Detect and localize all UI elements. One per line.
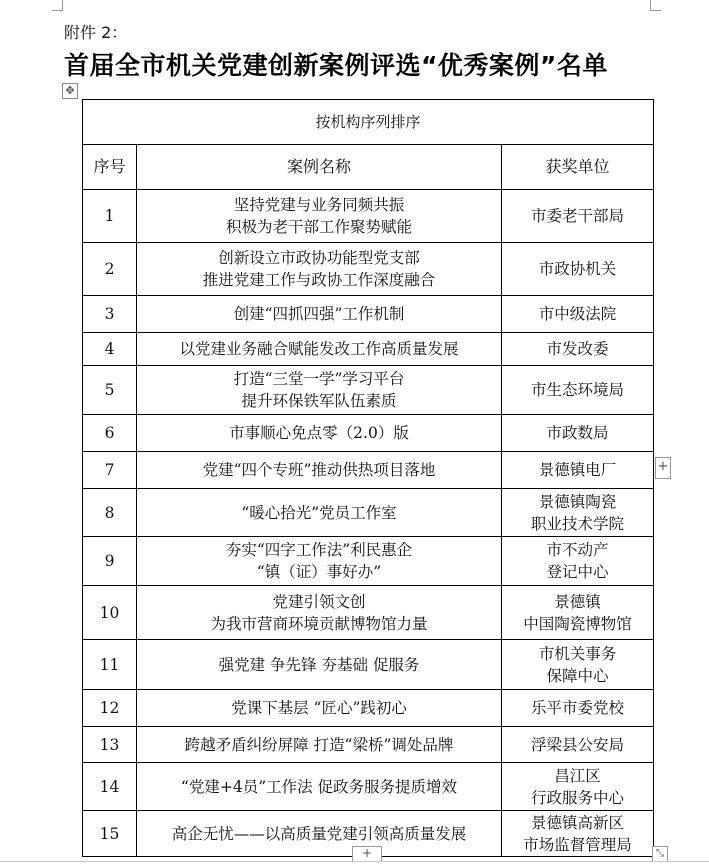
award-unit-cell (502, 452, 654, 489)
award-unit-line: 行政服务中心 (531, 788, 625, 807)
row-number: 9 (83, 537, 137, 586)
award-unit-cell (502, 243, 654, 296)
case-name-cell (137, 243, 502, 296)
page-bottom-edge (0, 861, 709, 862)
case-name-line: 党建“四个专班”推动供热项目落地 (202, 461, 436, 479)
award-unit-cell (502, 811, 654, 857)
row-number: 4 (83, 333, 137, 366)
column-header-name: 案例名称 (137, 145, 502, 190)
add-row-button[interactable] (352, 846, 382, 862)
award-unit-line: 景德镇高新区 (531, 813, 625, 832)
case-name-line: 积极为老干部工作聚势赋能 (225, 218, 412, 236)
award-unit-line: 市委老干部局 (531, 207, 625, 225)
award-unit-cell (502, 333, 654, 366)
case-name-line: “暖心拾光”党员工作室 (241, 503, 397, 522)
table-row (83, 366, 654, 415)
plus-icon: + (361, 846, 373, 860)
award-unit-cell (502, 763, 654, 811)
award-unit-line: 市中级法院 (538, 305, 617, 323)
case-name-line: 提升环保铁军队伍素质 (241, 392, 397, 410)
table-row (83, 763, 654, 811)
award-unit-line: 浮梁县公安局 (531, 735, 625, 754)
case-name-cell (137, 763, 502, 811)
case-name-line: 党建引领文创 (272, 592, 366, 611)
case-name-line: 创建“四抓四强”工作机制 (233, 305, 405, 323)
award-unit-line: 登记中心 (546, 563, 609, 581)
case-name-cell (137, 366, 502, 415)
case-name-line: 跨越矛盾纠纷屏障 打造“梁桥”调处品牌 (184, 735, 454, 754)
award-table (82, 99, 654, 857)
award-unit-line: 市不动产 (546, 541, 609, 559)
award-unit-line: 市机关事务 (538, 644, 617, 663)
award-unit-line: 景德镇电厂 (538, 461, 617, 479)
award-unit-line: 保障中心 (546, 666, 609, 685)
row-number: 1 (83, 190, 137, 243)
table-header-row (83, 145, 654, 190)
award-unit-cell (502, 366, 654, 415)
column-header-no: 序号 (83, 145, 137, 190)
table-move-handle[interactable] (62, 83, 78, 99)
page-corner-mark-left (52, 0, 63, 11)
award-unit-line: 职业技术学院 (531, 514, 625, 533)
table-row (83, 727, 654, 763)
case-name-cell (137, 640, 502, 690)
case-name-cell (137, 190, 502, 243)
table-row (83, 489, 654, 537)
page-corner-mark-right (650, 0, 661, 11)
row-number: 6 (83, 415, 137, 452)
table-row (83, 537, 654, 586)
add-column-button[interactable] (655, 457, 671, 479)
row-number: 12 (83, 690, 137, 727)
row-number: 3 (83, 296, 137, 333)
award-unit-cell (502, 727, 654, 763)
table-row (83, 452, 654, 489)
award-unit-line: 昌江区 (554, 766, 601, 785)
row-number: 11 (83, 640, 137, 690)
table-note-row (83, 100, 654, 145)
award-unit-cell (502, 537, 654, 586)
case-name-cell (137, 811, 502, 857)
award-unit-line: 中国陶瓷博物馆 (523, 614, 632, 633)
table-row (83, 415, 654, 452)
case-name-cell (137, 452, 502, 489)
case-name-cell (137, 296, 502, 333)
table-row (83, 333, 654, 366)
award-unit-cell (502, 586, 654, 640)
case-name-line: 党课下基层 “匠心”践初心 (231, 699, 407, 717)
row-number: 14 (83, 763, 137, 811)
case-name-line: 创新设立市政协功能型党支部 (218, 249, 420, 267)
award-unit-cell (502, 690, 654, 727)
case-name-cell (137, 727, 502, 763)
table-resize-handle[interactable] (652, 846, 668, 862)
move-handle-icon: ✥ (65, 84, 75, 97)
table-row (83, 243, 654, 296)
resize-handle-icon: ⤡ (656, 848, 664, 859)
award-unit-cell (502, 296, 654, 333)
row-number: 7 (83, 452, 137, 489)
award-unit-cell (502, 415, 654, 452)
table-row (83, 296, 654, 333)
case-name-line: 坚持党建与业务同频共振 (233, 196, 405, 214)
award-unit-line: 景德镇陶瓷 (538, 492, 617, 511)
award-unit-cell (502, 190, 654, 243)
table-note: 按机构序列排序 (83, 100, 654, 145)
case-name-line: 市事顺心免点零（2.0）版 (229, 424, 409, 442)
case-name-cell (137, 690, 502, 727)
case-name-line: 打造“三堂一学”学习平台 (233, 370, 405, 388)
table-row (83, 586, 654, 640)
award-unit-cell (502, 640, 654, 690)
row-number: 13 (83, 727, 137, 763)
case-name-line: “党建+4员”工作法 促政务服务提质增效 (180, 777, 458, 796)
row-number: 8 (83, 489, 137, 537)
case-name-line: “镇（证）事好办” (256, 563, 382, 581)
case-name-line: 推进党建工作与政协工作深度融合 (202, 271, 436, 289)
column-header-unit: 获奖单位 (502, 145, 654, 190)
award-unit-line: 市发改委 (546, 340, 609, 358)
award-unit-line: 景德镇 (554, 592, 601, 611)
row-number: 10 (83, 586, 137, 640)
award-unit-line: 市政协机关 (538, 260, 617, 278)
case-name-cell (137, 415, 502, 452)
award-unit-line: 市场监督管理局 (523, 835, 632, 854)
table-row (83, 640, 654, 690)
case-name-line: 强党建 争先锋 夯基础 促服务 (218, 655, 420, 674)
case-name-cell (137, 489, 502, 537)
case-name-line: 夯实“四字工作法”利民惠企 (225, 541, 413, 559)
award-unit-line: 市生态环境局 (531, 381, 625, 399)
attachment-label: 附件 2： (64, 23, 128, 42)
table-row (83, 190, 654, 243)
document-title: 首届全市机关党建创新案例评选“优秀案例”名单 (64, 51, 608, 80)
plus-icon: + (657, 459, 669, 474)
row-number: 5 (83, 366, 137, 415)
row-number: 2 (83, 243, 137, 296)
award-unit-line: 市政数局 (546, 424, 609, 442)
case-name-line: 高企无忧——以高质量党建引领高质量发展 (171, 824, 467, 843)
row-number: 15 (83, 811, 137, 857)
award-unit-line: 乐平市委党校 (531, 699, 625, 717)
case-name-cell (137, 333, 502, 366)
case-name-line: 以党建业务融合赋能发改工作高质量发展 (179, 340, 459, 358)
case-name-cell (137, 586, 502, 640)
table-row (83, 690, 654, 727)
case-name-cell (137, 537, 502, 586)
award-unit-cell (502, 489, 654, 537)
case-name-line: 为我市营商环境贡献博物馆力量 (210, 614, 428, 633)
